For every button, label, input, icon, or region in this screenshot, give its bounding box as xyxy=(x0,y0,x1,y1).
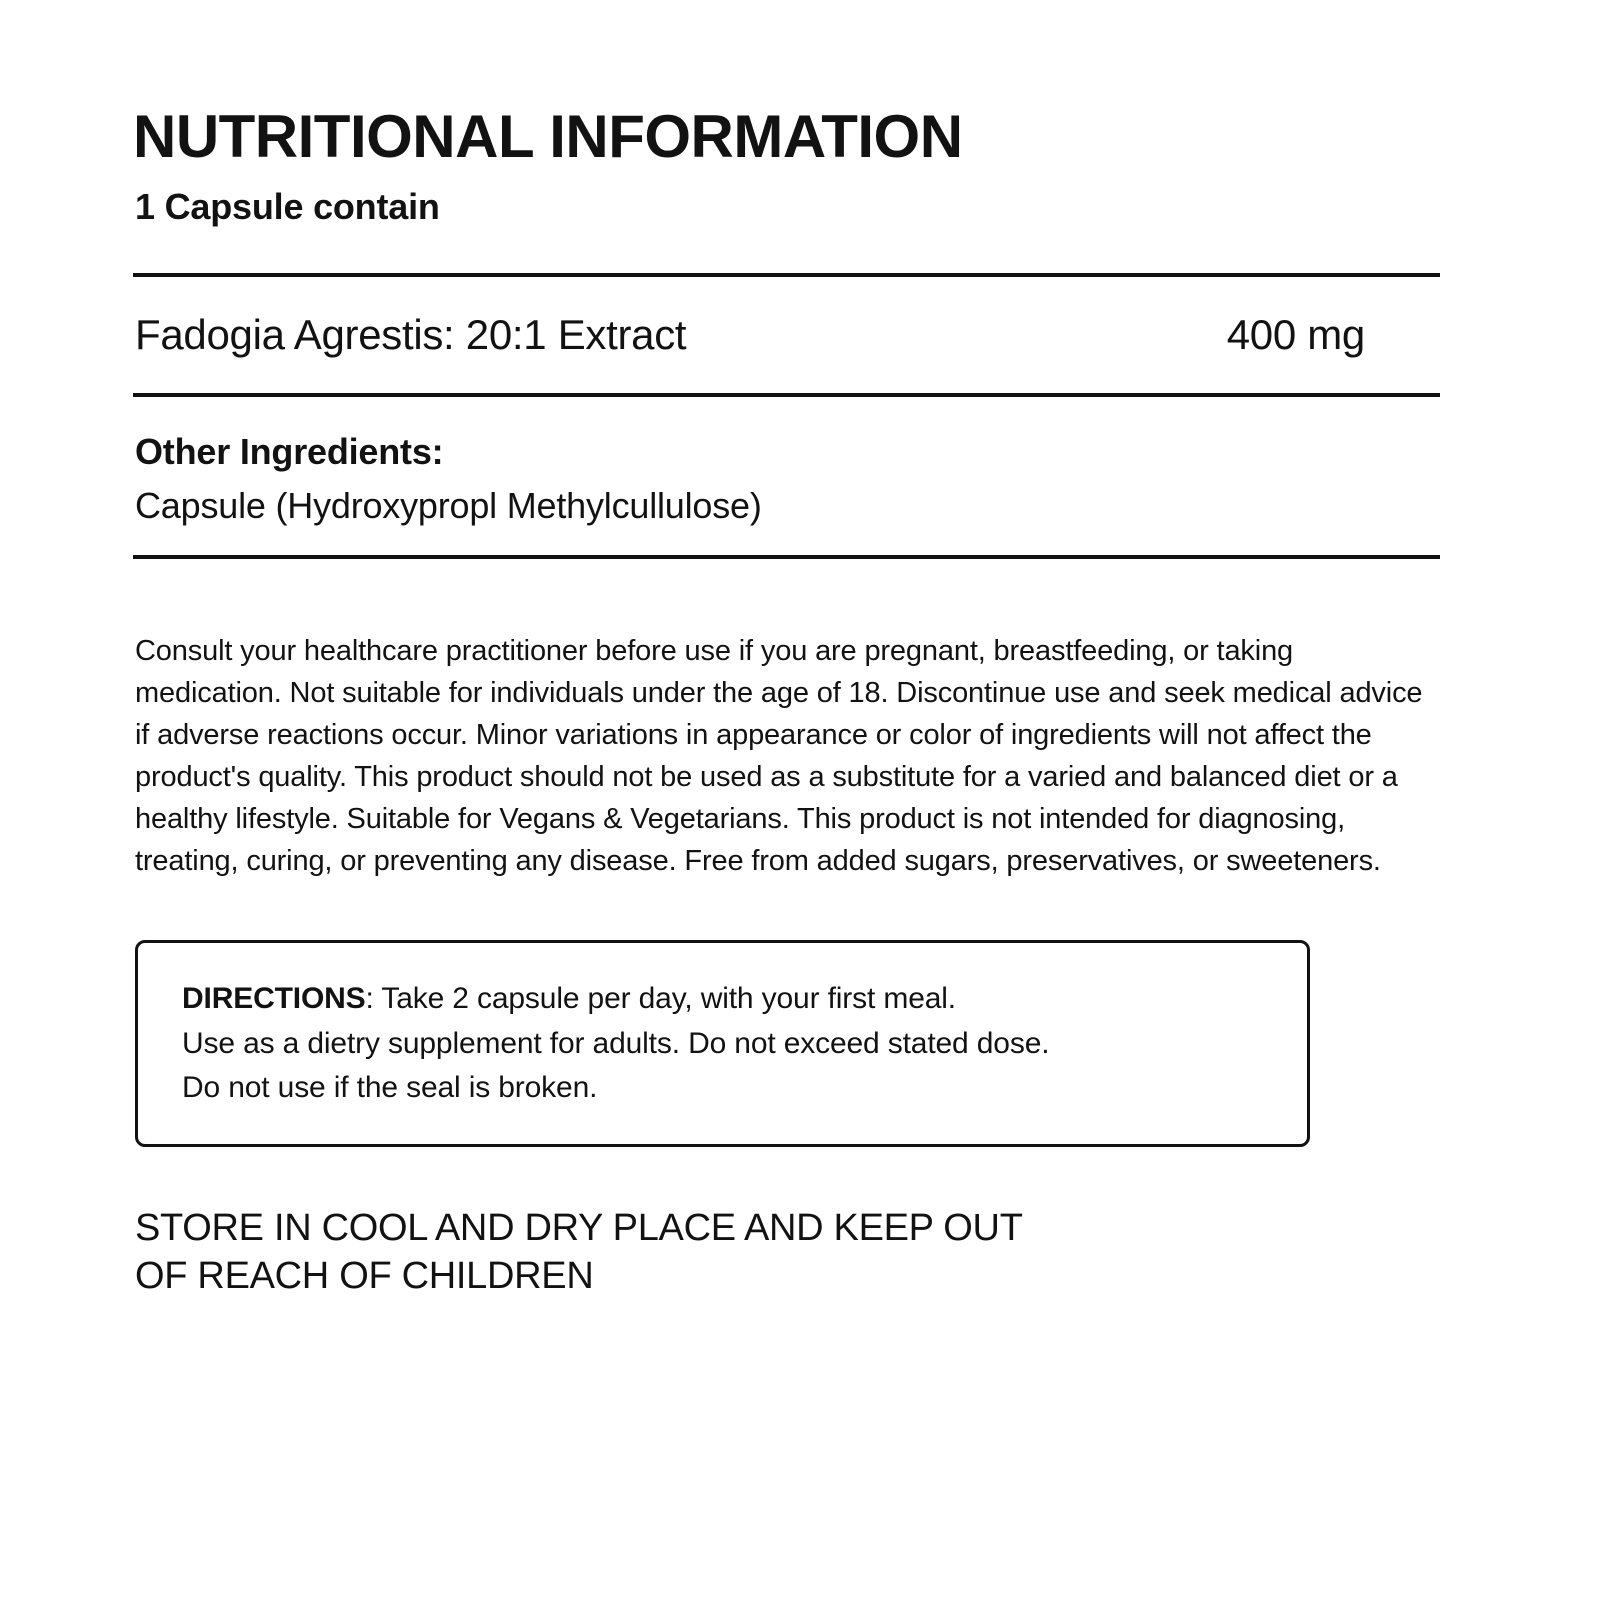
disclaimer-text: Consult your healthcare practitioner before use if you are pregnant, breastfeeding, or taking medication. Not suitable for individuals under the age of 18. Discontinue use and seek medical advice if adverse reactions occur. Minor variations in appearance or color of ingredients will not affect the product's quality. This product should not be used as a substitute for a varied and balanced diet or a healthy lifestyle. Suitable for Vegans & Vegetarians. This product is not intended for diagnosing, treating, curing, or preventing any disease. Free from added sugars, preservatives, or sweeteners. xyxy=(135,635,1423,878)
other-ingredients-block xyxy=(133,397,1440,555)
ingredient-amount: 400 mg xyxy=(1226,311,1365,358)
other-ingredients-text: Capsule (Hydroxypropl Methylcullulose) xyxy=(135,485,762,526)
ingredient-name: Fadogia Agrestis: 20:1 Extract xyxy=(135,311,687,358)
directions-line-2: Use as a dietry supplement for adults. Do not exceed stated dose. xyxy=(182,1026,1050,1060)
directions-line-1-text: : Take 2 capsule per day, with your first meal. xyxy=(365,982,956,1016)
page-title: NUTRITIONAL INFORMATION xyxy=(133,103,963,170)
storage-line-1: STORE IN COOL AND DRY PLACE AND KEEP OUT xyxy=(135,1207,1023,1250)
directions-box xyxy=(135,940,1310,1147)
directions-line-3: Do not use if the seal is broken. xyxy=(182,1071,598,1105)
directions-line-1 xyxy=(182,977,1265,1021)
storage-line-2: OF REACH OF CHILDREN xyxy=(135,1254,594,1297)
divider-bottom xyxy=(133,555,1440,559)
serving-size-text: 1 Capsule contain xyxy=(135,186,440,227)
other-ingredients-heading: Other Ingredients: xyxy=(135,431,444,472)
directions-label: DIRECTIONS xyxy=(182,982,366,1016)
storage-instructions xyxy=(133,1147,1440,1300)
table-row xyxy=(133,277,1440,393)
